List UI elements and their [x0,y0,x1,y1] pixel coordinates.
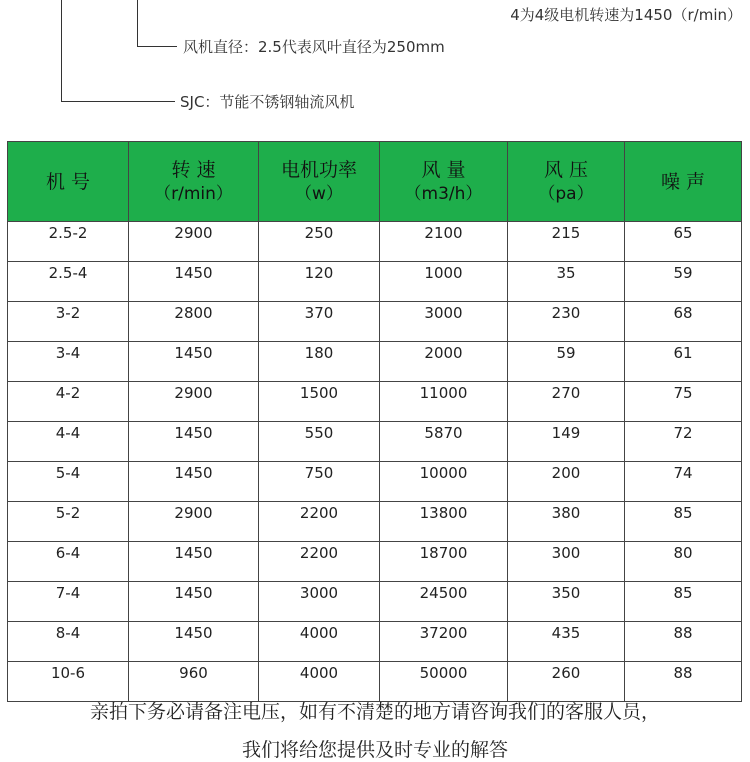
cell-model-number: 7-4 [8,582,129,622]
cell-noise: 75 [625,382,742,422]
cell-speed: 960 [129,662,259,702]
cell-speed: 1450 [129,582,259,622]
cell-speed: 1450 [129,342,259,382]
cell-motor-power: 2200 [259,542,380,582]
fan-spec-table [7,141,742,702]
cell-noise: 72 [625,422,742,462]
header-label: 转 速 [171,158,216,181]
table-row [8,262,742,302]
cell-model-number: 3-4 [8,342,129,382]
cell-air-pressure: 380 [508,502,625,542]
cell-air-volume: 24500 [380,582,508,622]
cell-air-pressure: 59 [508,342,625,382]
cell-model-number: 8-4 [8,622,129,662]
cell-noise: 85 [625,502,742,542]
cell-motor-power: 370 [259,302,380,342]
cell-model-number: 5-4 [8,462,129,502]
cell-air-volume: 37200 [380,622,508,662]
cell-model-number: 6-4 [8,542,129,582]
cell-speed: 2900 [129,222,259,262]
cell-air-volume: 3000 [380,302,508,342]
cell-speed: 2800 [129,302,259,342]
cell-air-pressure: 260 [508,662,625,702]
cell-speed: 1450 [129,262,259,302]
cell-air-pressure: 435 [508,622,625,662]
cell-noise: 85 [625,582,742,622]
cell-model-number: 4-2 [8,382,129,422]
cell-air-pressure: 149 [508,422,625,462]
annotation-fan-diameter: 风机直径：2.5代表风叶直径为250mm [183,38,445,56]
header-air-volume [380,142,508,222]
header-label: 机 号 [45,170,91,193]
cell-air-pressure: 270 [508,382,625,422]
cell-motor-power: 2200 [259,502,380,542]
cell-noise: 88 [625,662,742,702]
header-speed [129,142,259,222]
table-row [8,342,742,382]
table-body [8,222,742,702]
annotation-connector-outer-horizontal [61,101,175,102]
annotation-connector-outer-vertical [61,0,62,102]
header-air-pressure [508,142,625,222]
annotation-motor-speed: 4为4级电机转速为1450（r/min） [510,6,742,24]
cell-air-pressure: 35 [508,262,625,302]
cell-air-volume: 50000 [380,662,508,702]
cell-model-number: 10-6 [8,662,129,702]
footer-note-line-1: 亲拍下务必请备注电压，如有不清楚的地方请咨询我们的客服人员， [89,701,660,723]
cell-speed: 1450 [129,542,259,582]
cell-speed: 1450 [129,422,259,462]
table-row [8,542,742,582]
cell-air-volume: 10000 [380,462,508,502]
header-label: 风 量 [421,158,466,181]
cell-motor-power: 1500 [259,382,380,422]
cell-air-volume: 1000 [380,262,508,302]
table-header-row [8,142,742,222]
cell-noise: 65 [625,222,742,262]
cell-speed: 2900 [129,382,259,422]
header-label: 噪 声 [660,170,706,193]
cell-speed: 1450 [129,462,259,502]
cell-noise: 88 [625,622,742,662]
footer-note-line-2: 我们将给您提供及时专业的解答 [241,739,508,761]
header-unit: （m3/h） [404,183,483,204]
table-row [8,462,742,502]
header-motor-power [259,142,380,222]
header-unit: （r/min） [154,183,233,204]
cell-model-number: 4-4 [8,422,129,462]
cell-air-volume: 18700 [380,542,508,582]
header-label: 电机功率 [280,158,357,181]
table-row [8,422,742,462]
cell-model-number: 2.5-4 [8,262,129,302]
table-row [8,662,742,702]
cell-air-pressure: 300 [508,542,625,582]
table-row [8,502,742,542]
cell-model-number: 2.5-2 [8,222,129,262]
cell-air-pressure: 230 [508,302,625,342]
table-row [8,582,742,622]
header-model-number [8,142,129,222]
annotation-connector-inner-horizontal [137,46,177,47]
table-row [8,622,742,662]
cell-motor-power: 750 [259,462,380,502]
cell-noise: 74 [625,462,742,502]
cell-air-volume: 5870 [380,422,508,462]
cell-air-pressure: 350 [508,582,625,622]
cell-motor-power: 250 [259,222,380,262]
cell-air-pressure: 200 [508,462,625,502]
cell-air-volume: 11000 [380,382,508,422]
cell-air-pressure: 215 [508,222,625,262]
cell-air-volume: 2000 [380,342,508,382]
table-row [8,302,742,342]
table-row [8,222,742,262]
cell-speed: 2900 [129,502,259,542]
cell-noise: 68 [625,302,742,342]
cell-air-volume: 2100 [380,222,508,262]
annotation-connector-inner-vertical [137,0,138,47]
cell-model-number: 5-2 [8,502,129,542]
cell-noise: 59 [625,262,742,302]
cell-motor-power: 3000 [259,582,380,622]
cell-motor-power: 180 [259,342,380,382]
table-row [8,382,742,422]
cell-model-number: 3-2 [8,302,129,342]
cell-noise: 80 [625,542,742,582]
cell-motor-power: 4000 [259,662,380,702]
cell-motor-power: 550 [259,422,380,462]
header-unit: （pa） [538,183,594,204]
header-noise [625,142,742,222]
cell-noise: 61 [625,342,742,382]
header-unit: （w） [295,183,343,204]
cell-motor-power: 120 [259,262,380,302]
cell-motor-power: 4000 [259,622,380,662]
annotation-model-code: SJC：节能不锈钢轴流风机 [180,93,355,111]
cell-speed: 1450 [129,622,259,662]
cell-air-volume: 13800 [380,502,508,542]
header-label: 风 压 [543,158,589,181]
